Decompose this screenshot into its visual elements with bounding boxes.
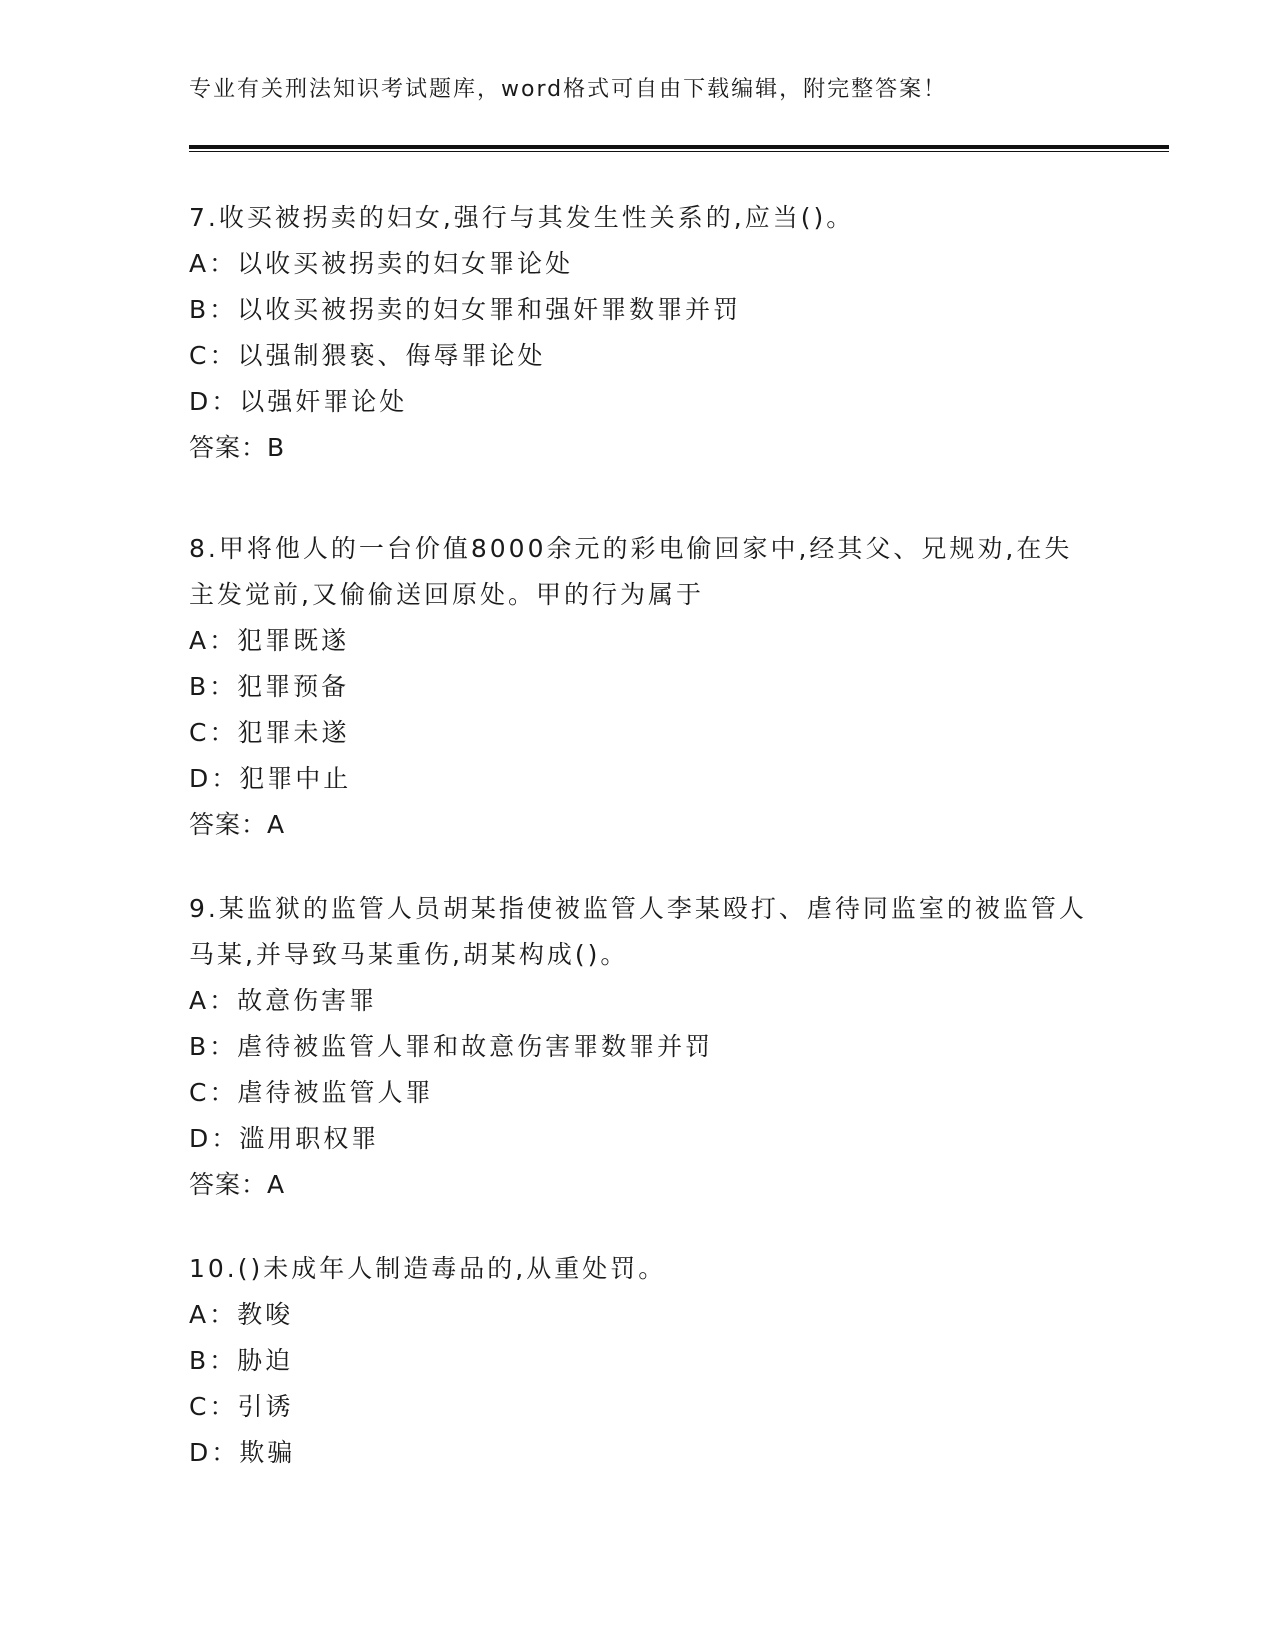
header-rule-thick [189, 145, 1169, 149]
question-7 [189, 195, 1089, 471]
option-b: B：以收买被拐卖的妇女罪和强奸罪数罪并罚 [189, 295, 742, 324]
option-a: A：以收买被拐卖的妇女罪论处 [189, 249, 574, 278]
question-stem: 7.收买被拐卖的妇女,强行与其发生性关系的,应当()。 [189, 203, 855, 232]
option-c: C：以强制猥亵、侮辱罪论处 [189, 341, 546, 370]
option-a: A：故意伤害罪 [189, 986, 378, 1015]
option-b: B：虐待被监管人罪和故意伤害罪数罪并罚 [189, 1032, 714, 1061]
question-8 [189, 526, 1089, 848]
question-stem: 10.()未成年人制造毒品的,从重处罚。 [189, 1254, 667, 1283]
option-d: D：滥用职权罪 [189, 1124, 380, 1153]
option-b: B：胁迫 [189, 1346, 294, 1375]
header-rule-thin [189, 151, 1169, 152]
answer: 答案：A [189, 810, 286, 839]
option-c: C：虐待被监管人罪 [189, 1078, 434, 1107]
option-d: D：以强奸罪论处 [189, 387, 408, 416]
question-stem: 9.某监狱的监管人员胡某指使被监管人李某殴打、虐待同监室的被监管人马某,并导致马某重伤,胡某构成()。 [189, 894, 1087, 969]
option-a: A：教唆 [189, 1300, 294, 1329]
question-10 [189, 1246, 1089, 1476]
page-header: 专业有关刑法知识考试题库，word格式可自由下载编辑，附完整答案！ [189, 77, 948, 102]
option-c: C：犯罪未遂 [189, 718, 350, 747]
question-9 [189, 886, 1089, 1208]
question-stem: 8.甲将他人的一台价值8000余元的彩电偷回家中,经其父、兄规劝,在失主发觉前,又偷偷送回原处。甲的行为属于 [189, 534, 1073, 609]
answer: 答案：A [189, 1170, 286, 1199]
option-d: D：犯罪中止 [189, 764, 352, 793]
option-b: B：犯罪预备 [189, 672, 350, 701]
option-d: D：欺骗 [189, 1438, 296, 1467]
option-c: C：引诱 [189, 1392, 294, 1421]
option-a: A：犯罪既遂 [189, 626, 350, 655]
answer: 答案：B [189, 433, 286, 462]
